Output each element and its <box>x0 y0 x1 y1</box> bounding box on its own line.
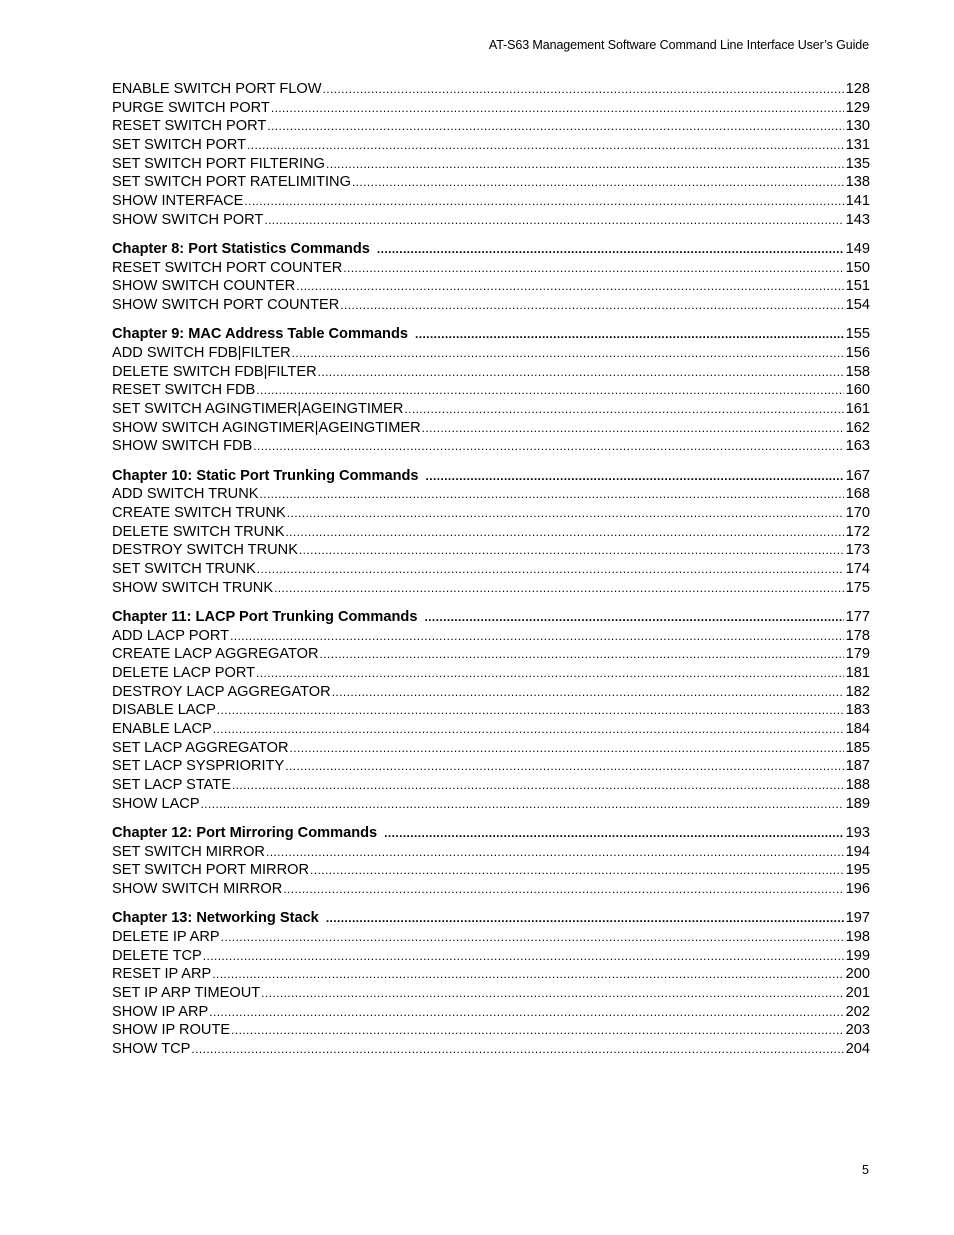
toc-entry[interactable] <box>112 259 870 278</box>
toc-entry[interactable] <box>112 173 870 192</box>
toc-entry-title: Chapter 10: Static Port Trunking Commands <box>112 467 419 484</box>
toc-entry-title: SHOW SWITCH COUNTER <box>112 278 296 295</box>
toc-entry-page: 151 <box>845 278 870 295</box>
toc-entry-page: 203 <box>845 1022 870 1039</box>
toc-entry-page: 129 <box>845 99 870 116</box>
dot-leader <box>426 467 844 486</box>
dot-leader <box>212 965 843 984</box>
toc-entry-title: SHOW IP ARP <box>112 1003 209 1020</box>
dot-leader <box>247 136 844 155</box>
toc-entry-page: 194 <box>845 843 870 860</box>
dot-leader <box>299 541 844 560</box>
toc-entry[interactable] <box>112 437 870 456</box>
toc-entry-title: DELETE LACP PORT <box>112 664 256 681</box>
toc-chapter-heading[interactable] <box>112 824 870 843</box>
dot-leader <box>271 99 844 118</box>
toc-entry-title: DELETE SWITCH FDB|FILTER <box>112 363 317 380</box>
dot-leader <box>191 1040 843 1059</box>
toc-entry[interactable] <box>112 1040 870 1059</box>
dot-leader <box>209 1003 843 1022</box>
toc-entry-title: DELETE IP ARP <box>112 928 220 945</box>
toc-entry-page: 197 <box>845 910 870 927</box>
toc-entry-page: 130 <box>845 118 870 135</box>
dot-leader <box>424 608 843 627</box>
toc-entry-page: 155 <box>845 326 870 343</box>
toc-entry-page: 160 <box>845 382 870 399</box>
toc-entry-page: 135 <box>845 155 870 172</box>
dot-leader <box>292 344 844 363</box>
toc-entry-title: SET SWITCH MIRROR <box>112 843 265 860</box>
toc-entry[interactable] <box>112 523 870 542</box>
toc-entry-page: 163 <box>845 438 870 455</box>
toc-entry-title: SHOW SWITCH TRUNK <box>112 579 274 596</box>
toc-entry-page: 131 <box>845 137 870 154</box>
toc-entry-page: 189 <box>845 795 870 812</box>
toc-entry-title: SET IP ARP TIMEOUT <box>112 984 261 1001</box>
toc-entry-title: ADD SWITCH FDB|FILTER <box>112 344 291 361</box>
toc-entry-page: 149 <box>845 241 870 257</box>
dot-leader <box>264 211 843 230</box>
toc-group <box>112 240 870 315</box>
running-header: AT-S63 Management Software Command Line Interface User’s Guide <box>488 38 869 52</box>
toc-entry[interactable] <box>112 645 870 664</box>
toc-entry-page: 198 <box>845 928 870 945</box>
toc-entry[interactable] <box>112 363 870 382</box>
toc-entry-title: CREATE SWITCH TRUNK <box>112 504 286 521</box>
toc-chapter-heading[interactable] <box>112 240 870 259</box>
toc-entry-page: 138 <box>845 174 870 191</box>
toc-entry-page: 172 <box>845 523 870 540</box>
toc-entry-title: DESTROY LACP AGGREGATOR <box>112 683 331 700</box>
toc-entry-title: SHOW SWITCH PORT <box>112 211 264 228</box>
toc-entry-page: 150 <box>845 259 870 276</box>
table-of-contents <box>112 80 870 1069</box>
page-number: 5 <box>862 1163 869 1177</box>
dot-leader <box>253 437 843 456</box>
toc-entry-title: Chapter 13: Networking Stack <box>112 910 319 927</box>
toc-entry[interactable] <box>112 1021 870 1040</box>
toc-entry-title: ADD LACP PORT <box>112 627 230 644</box>
toc-entry-title: Chapter 8: Port Statistics Commands <box>112 241 370 257</box>
toc-entry-page: 161 <box>845 401 870 417</box>
toc-entry-page: 173 <box>845 542 870 559</box>
toc-entry-page: 174 <box>845 561 870 577</box>
toc-entry[interactable] <box>112 795 870 814</box>
dot-leader <box>259 485 843 504</box>
toc-entry[interactable] <box>112 928 870 947</box>
toc-entry-page: 204 <box>845 1041 870 1057</box>
toc-entry[interactable] <box>112 400 870 419</box>
toc-entry-title: CREATE LACP AGGREGATOR <box>112 646 319 663</box>
toc-entry-title: DISABLE LACP <box>112 702 216 719</box>
toc-entry-page: 179 <box>845 646 870 663</box>
toc-entry-page: 156 <box>845 344 870 361</box>
toc-entry-page: 175 <box>845 579 870 596</box>
dot-leader <box>256 381 843 400</box>
toc-entry-title: DELETE SWITCH TRUNK <box>112 523 285 540</box>
toc-entry-title: PURGE SWITCH PORT <box>112 99 270 116</box>
toc-entry-page: 168 <box>845 486 870 503</box>
toc-group <box>112 909 870 1059</box>
dot-leader <box>244 192 843 211</box>
toc-entry-page: 183 <box>845 702 870 719</box>
toc-entry-page: 187 <box>845 758 870 775</box>
dot-leader <box>384 824 843 843</box>
toc-entry[interactable] <box>112 984 870 1003</box>
toc-entry[interactable] <box>112 192 870 211</box>
dot-leader <box>287 504 844 523</box>
toc-entry-page: 170 <box>845 504 870 521</box>
dot-leader <box>232 776 844 795</box>
dot-leader <box>267 117 843 136</box>
toc-group <box>112 467 870 598</box>
dot-leader <box>404 400 843 419</box>
dot-leader <box>290 739 844 758</box>
toc-entry[interactable] <box>112 683 870 702</box>
dot-leader <box>203 947 844 966</box>
toc-entry-title: SHOW SWITCH PORT COUNTER <box>112 297 340 314</box>
toc-entry[interactable] <box>112 757 870 776</box>
dot-leader <box>217 701 844 720</box>
toc-entry[interactable] <box>112 664 870 683</box>
dot-leader <box>213 720 844 739</box>
toc-entry[interactable] <box>112 776 870 795</box>
toc-entry[interactable] <box>112 1003 870 1022</box>
toc-entry[interactable] <box>112 739 870 758</box>
dot-leader <box>274 579 844 598</box>
toc-entry-title: Chapter 11: LACP Port Trunking Commands <box>112 608 418 625</box>
dot-leader <box>201 795 844 814</box>
toc-entry-page: 141 <box>845 193 870 210</box>
dot-leader <box>326 909 844 928</box>
toc-entry-title: SHOW SWITCH FDB <box>112 438 253 455</box>
dot-leader <box>422 419 844 438</box>
toc-entry-page: 128 <box>845 81 870 97</box>
toc-entry-title: RESET SWITCH PORT <box>112 118 267 135</box>
dot-leader <box>285 523 843 542</box>
toc-entry[interactable] <box>112 296 870 315</box>
toc-entry-title: ENABLE SWITCH PORT FLOW <box>112 81 322 97</box>
toc-entry-title: SHOW IP ROUTE <box>112 1022 231 1039</box>
toc-entry[interactable] <box>112 504 870 523</box>
toc-chapter-heading[interactable] <box>112 909 870 928</box>
dot-leader <box>415 325 844 344</box>
toc-entry[interactable] <box>112 485 870 504</box>
toc-entry-title: SET SWITCH PORT <box>112 137 247 154</box>
toc-entry-page: 188 <box>845 777 870 794</box>
dot-leader <box>377 240 844 259</box>
toc-entry-page: 177 <box>845 608 870 625</box>
toc-entry-title: SET SWITCH PORT FILTERING <box>112 155 325 172</box>
toc-entry-title: SET LACP STATE <box>112 777 231 794</box>
toc-entry[interactable] <box>112 541 870 560</box>
dot-leader <box>230 627 844 646</box>
toc-entry-title: SET SWITCH AGINGTIMER|AGEINGTIMER <box>112 401 404 417</box>
toc-entry-page: 184 <box>845 721 870 737</box>
toc-entry-title: ADD SWITCH TRUNK <box>112 486 259 503</box>
toc-entry[interactable] <box>112 344 870 363</box>
toc-entry-title: ENABLE LACP <box>112 721 212 737</box>
toc-entry[interactable] <box>112 419 870 438</box>
toc-entry[interactable] <box>112 861 870 880</box>
toc-entry[interactable] <box>112 720 870 739</box>
dot-leader <box>310 861 844 880</box>
toc-entry-title: SHOW SWITCH AGINGTIMER|AGEINGTIMER <box>112 419 421 436</box>
toc-entry-page: 162 <box>845 419 870 436</box>
toc-entry-title: SHOW INTERFACE <box>112 193 244 210</box>
toc-group <box>112 824 870 899</box>
toc-entry-page: 185 <box>845 739 870 756</box>
toc-entry-title: SET LACP SYSPRIORITY <box>112 758 285 775</box>
toc-entry[interactable] <box>112 965 870 984</box>
dot-leader <box>256 664 844 683</box>
toc-entry-title: SET LACP AGGREGATOR <box>112 739 289 756</box>
toc-entry-page: 158 <box>845 363 870 380</box>
dot-leader <box>296 277 843 296</box>
toc-entry-page: 195 <box>845 862 870 879</box>
toc-entry-page: 196 <box>845 881 870 897</box>
toc-group <box>112 325 870 456</box>
toc-entry-page: 200 <box>845 966 870 983</box>
toc-entry[interactable] <box>112 560 870 579</box>
toc-entry-title: SHOW LACP <box>112 795 200 812</box>
toc-entry-title: RESET IP ARP <box>112 966 212 983</box>
toc-entry-title: Chapter 12: Port Mirroring Commands <box>112 824 378 841</box>
toc-entry[interactable] <box>112 843 870 862</box>
toc-entry-page: 143 <box>845 211 870 228</box>
toc-entry-page: 154 <box>845 297 870 314</box>
toc-chapter-heading[interactable] <box>112 325 870 344</box>
toc-entry[interactable] <box>112 381 870 400</box>
toc-entry[interactable] <box>112 80 870 99</box>
dot-leader <box>283 880 843 899</box>
dot-leader <box>221 928 844 947</box>
dot-leader <box>326 155 844 174</box>
toc-entry-title: SET SWITCH TRUNK <box>112 561 256 577</box>
toc-entry-title: DELETE TCP <box>112 947 202 964</box>
dot-leader <box>352 173 844 192</box>
dot-leader <box>266 843 844 862</box>
dot-leader <box>257 560 844 579</box>
toc-entry-page: 182 <box>845 683 870 700</box>
toc-entry[interactable] <box>112 99 870 118</box>
toc-entry-title: DESTROY SWITCH TRUNK <box>112 542 298 559</box>
dot-leader <box>340 296 843 315</box>
toc-entry[interactable] <box>112 880 870 899</box>
toc-entry[interactable] <box>112 211 870 230</box>
toc-entry[interactable] <box>112 947 870 966</box>
toc-group <box>112 608 870 814</box>
toc-group <box>112 80 870 230</box>
toc-entry[interactable] <box>112 701 870 720</box>
dot-leader <box>231 1021 844 1040</box>
toc-entry[interactable] <box>112 136 870 155</box>
toc-entry-title: RESET SWITCH FDB <box>112 382 256 399</box>
toc-entry[interactable] <box>112 579 870 598</box>
toc-entry-title: Chapter 9: MAC Address Table Commands <box>112 326 408 343</box>
dot-leader <box>332 683 844 702</box>
toc-entry-page: 201 <box>845 984 870 1001</box>
toc-chapter-heading[interactable] <box>112 467 870 486</box>
toc-entry-page: 178 <box>845 627 870 644</box>
toc-entry-title: SET SWITCH PORT RATELIMITING <box>112 174 351 191</box>
dot-leader <box>343 259 843 278</box>
toc-entry-title: RESET SWITCH PORT COUNTER <box>112 259 343 276</box>
toc-entry-page: 167 <box>845 467 870 484</box>
dot-leader <box>320 645 844 664</box>
toc-entry-page: 193 <box>845 824 870 841</box>
toc-entry-page: 199 <box>845 947 870 964</box>
toc-entry-page: 181 <box>845 664 870 681</box>
dot-leader <box>261 984 843 1003</box>
toc-entry-title: SHOW TCP <box>112 1041 191 1057</box>
toc-entry[interactable] <box>112 155 870 174</box>
toc-entry-title: SET SWITCH PORT MIRROR <box>112 862 310 879</box>
dot-leader <box>318 363 844 382</box>
toc-entry[interactable] <box>112 627 870 646</box>
toc-entry[interactable] <box>112 277 870 296</box>
toc-entry-title: SHOW SWITCH MIRROR <box>112 881 283 897</box>
toc-entry-page: 202 <box>845 1003 870 1020</box>
toc-chapter-heading[interactable] <box>112 608 870 627</box>
dot-leader <box>322 80 843 99</box>
dot-leader <box>285 757 843 776</box>
toc-entry[interactable] <box>112 117 870 136</box>
